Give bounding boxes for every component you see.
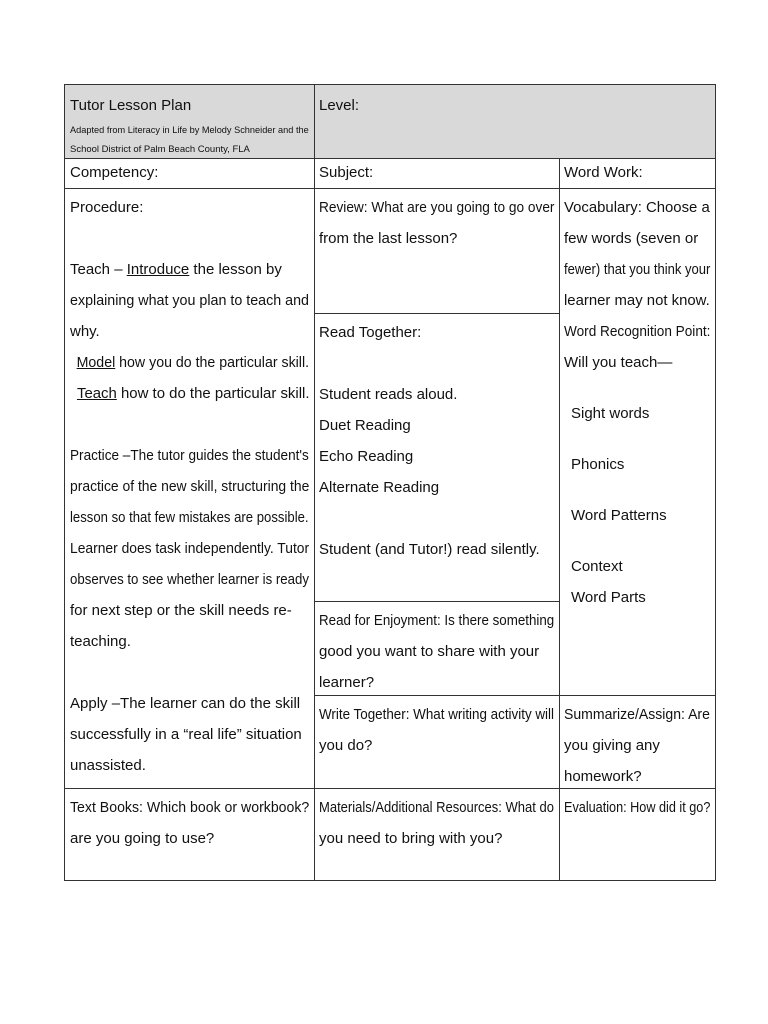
model-word: Model bbox=[76, 354, 116, 371]
teach-skill-line bbox=[70, 378, 308, 409]
word-work-label: Word Work: bbox=[564, 164, 643, 181]
summarize-line: you giving any bbox=[564, 737, 660, 754]
read-together-heading: Read Together: bbox=[319, 324, 422, 341]
introduce-word: Introduce bbox=[126, 261, 190, 278]
teach-rest: the lesson by bbox=[189, 261, 282, 278]
teach-prefix: Teach – bbox=[70, 261, 127, 278]
enjoyment-line: good you want to share with your bbox=[319, 643, 540, 660]
teach-skill-rest: how to do the particular skill. bbox=[116, 385, 310, 402]
practice-line: observes to see whether learner is ready bbox=[70, 571, 310, 588]
text-books-line: Text Books: Which book or workbook? bbox=[70, 799, 310, 816]
practice-line: lesson so that few mistakes are possible. bbox=[70, 509, 309, 526]
practice-line: Practice –The tutor guides the student's bbox=[70, 447, 309, 464]
apply-line: Apply –The learner can do the skill bbox=[70, 695, 301, 712]
teach-word: Teach bbox=[76, 385, 117, 402]
text-books-line: are you going to use? bbox=[70, 830, 215, 847]
read-together-cell bbox=[314, 313, 559, 601]
silent-reading: Student (and Tutor!) read silently. bbox=[319, 541, 540, 558]
apply-line: unassisted. bbox=[70, 757, 146, 774]
text-books-cell bbox=[65, 788, 314, 880]
spacer bbox=[564, 429, 710, 449]
adapted-note: School District of Palm Beach County, FLA bbox=[70, 144, 250, 155]
reading-item: Duet Reading bbox=[319, 417, 411, 434]
will-you-teach: Will you teach— bbox=[564, 354, 673, 371]
plan-title: Tutor Lesson Plan bbox=[70, 97, 192, 114]
subject-cell bbox=[314, 158, 559, 188]
practice-line: for next step or the skill needs re- bbox=[70, 602, 292, 619]
word-option: Sight words bbox=[571, 405, 650, 422]
reading-item: Student reads aloud. bbox=[319, 386, 458, 403]
vocabulary-line: fewer) that you think your bbox=[564, 261, 711, 278]
review-cell bbox=[314, 188, 559, 313]
procedure-cell bbox=[65, 188, 314, 788]
vocabulary-line: learner may not know. bbox=[564, 292, 710, 309]
spacer bbox=[564, 531, 710, 551]
spacer bbox=[319, 348, 554, 379]
lesson-plan-table bbox=[64, 84, 716, 881]
subject-label: Subject: bbox=[319, 164, 374, 181]
practice-line: Learner does task independently. Tutor bbox=[70, 540, 310, 557]
teach-line-2: explaining what you plan to teach and bbox=[70, 292, 309, 309]
write-line: Write Together: What writing activity will bbox=[319, 706, 554, 723]
practice-line: teaching. bbox=[70, 633, 131, 650]
spacer bbox=[564, 378, 710, 398]
word-recognition-heading: Word Recognition Point: bbox=[564, 323, 711, 340]
evaluation-cell bbox=[559, 788, 715, 880]
practice-line: practice of the new skill, structuring the bbox=[70, 478, 310, 495]
adapted-note: Adapted from Literacy in Life by Melody Schneider and the bbox=[70, 125, 309, 136]
reading-item: Echo Reading bbox=[319, 448, 414, 465]
spacer bbox=[70, 223, 309, 254]
materials-cell bbox=[314, 788, 559, 880]
word-work-cell bbox=[559, 158, 715, 188]
enjoyment-line: Read for Enjoyment: Is there something bbox=[319, 612, 555, 629]
read-enjoyment-cell bbox=[314, 601, 559, 695]
vocabulary-line: few words (seven or bbox=[564, 230, 699, 247]
spacer bbox=[564, 480, 710, 500]
procedure-heading: Procedure: bbox=[70, 199, 144, 216]
spacer bbox=[70, 409, 309, 440]
level-label: Level: bbox=[319, 97, 360, 114]
word-option: Phonics bbox=[571, 456, 625, 473]
level-cell bbox=[314, 85, 559, 158]
write-line: you do? bbox=[319, 737, 373, 754]
vocabulary-line: Vocabulary: Choose a bbox=[564, 199, 710, 216]
summarize-line: homework? bbox=[564, 768, 642, 785]
word-option: Word Parts bbox=[571, 589, 646, 606]
model-line bbox=[70, 347, 310, 378]
word-option: Word Patterns bbox=[571, 507, 667, 524]
spacer bbox=[319, 503, 554, 534]
write-together-cell bbox=[314, 695, 559, 788]
model-rest: how you do the particular skill. bbox=[115, 354, 310, 371]
enjoyment-line: learner? bbox=[319, 674, 375, 691]
competency-cell bbox=[65, 158, 314, 188]
review-line: Review: What are you going to go over bbox=[319, 199, 555, 216]
review-line: from the last lesson? bbox=[319, 230, 458, 247]
teach-line-3: why. bbox=[70, 323, 100, 340]
spacer bbox=[70, 657, 309, 688]
summarize-line: Summarize/Assign: Are bbox=[564, 706, 710, 723]
apply-line: successfully in a “real life” situation bbox=[70, 726, 302, 743]
materials-line: Materials/Additional Resources: What do bbox=[319, 799, 554, 816]
materials-line: you need to bring with you? bbox=[319, 830, 503, 847]
teach-line bbox=[70, 254, 309, 285]
word-work-content-cell bbox=[559, 188, 715, 695]
evaluation-line: Evaluation: How did it go? bbox=[564, 799, 711, 816]
competency-label: Competency: bbox=[70, 164, 159, 181]
word-option: Context bbox=[571, 558, 623, 575]
reading-item: Alternate Reading bbox=[319, 479, 440, 496]
header-title-cell bbox=[65, 85, 314, 158]
summarize-cell bbox=[559, 695, 715, 788]
